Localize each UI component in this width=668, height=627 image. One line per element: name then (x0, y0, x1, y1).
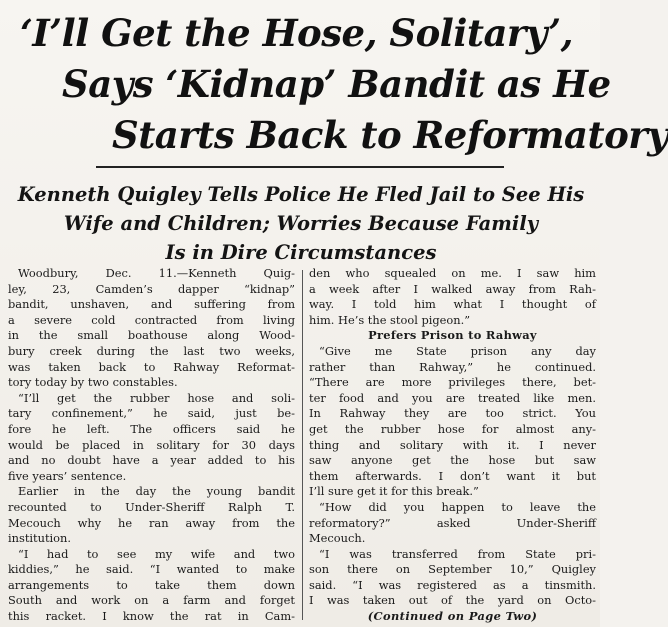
body-line: bury creek during the last two weeks, (8, 343, 295, 358)
article-column-left (8, 266, 295, 625)
body-line: “How did you happen to leave the (319, 499, 596, 514)
body-line: five years’ sentence. (8, 468, 127, 483)
continued-on-page-note: (Continued on Page Two) (367, 609, 538, 624)
body-line: “I’ll get the rubber hose and soli- (18, 390, 295, 405)
body-line: bandit, unshaven, and suffering from (8, 297, 295, 312)
body-line: “I was transferred from State pri- (319, 546, 596, 561)
column-divider (302, 270, 303, 620)
body-line: den who squealed on me. I saw him (309, 266, 596, 280)
body-line: way. I told him what I thought of (309, 297, 596, 312)
body-line: I’ll sure get it for this break.” (309, 484, 479, 499)
body-line: in the small boathouse along Wood- (8, 328, 295, 343)
deck-subheadline (6, 180, 596, 267)
article-body (8, 266, 596, 624)
body-line: South and work on a farm and forget (8, 593, 295, 608)
body-line: I was taken out of the yard on Octo- (309, 593, 596, 608)
body-line: Mecouch why he ran away from the (8, 515, 295, 530)
body-line: said. “I was registered as a tinsmith. (309, 577, 596, 592)
body-line: Earlier in the day the young bandit (18, 484, 295, 499)
body-line: a week after I walked away from Rah- (309, 281, 596, 296)
body-line: saw anyone get the hose but saw (309, 453, 596, 468)
body-line: would be placed in solitary for 30 days (8, 437, 295, 452)
headline (10, 8, 668, 161)
body-line: tary confinement,” he said, just be- (8, 406, 295, 421)
body-line: recounted to Under-Sheriff Ralph T. (8, 499, 295, 514)
headline-line-2: Says ‘Kidnap’ Bandit as He (62, 62, 611, 106)
deck-line-3: Is in Dire Circumstances (165, 241, 437, 264)
body-line: “I had to see my wife and two (18, 546, 295, 561)
headline-line-3: Starts Back to Reformatory (112, 113, 668, 157)
headline-rule (96, 166, 504, 168)
body-line: thing and solitary with it. I never (309, 437, 596, 452)
body-line: a severe cold contracted from living (8, 312, 295, 327)
body-line: get the rubber hose for almost any- (309, 421, 596, 436)
body-line: fore he left. The officers said he (8, 421, 295, 436)
deck-line-2: Wife and Children; Worries Because Family (63, 212, 539, 235)
headline-line-1: ‘I’ll Get the Hose, Solitary’, (20, 11, 574, 55)
body-line: and no doubt have a year added to his (8, 453, 295, 468)
body-line: Woodbury, Dec. 11.—Kenneth Quig- (18, 266, 295, 280)
body-line: ter food and you are treated like men. (309, 390, 596, 405)
body-line: “There are more privileges there, bet- (309, 375, 596, 390)
body-line: son there on September 10,” Quigley (309, 562, 596, 577)
body-line: him. He’s the stool pigeon.” (309, 312, 471, 327)
deck-line-1: Kenneth Quigley Tells Police He Fled Jail to See His (17, 183, 585, 206)
body-line: tory today by two constables. (8, 375, 178, 390)
body-line: this racket. I know the rat in Cam- (8, 609, 295, 624)
body-line: was taken back to Rahway Reformat- (8, 359, 295, 374)
body-line: In Rahway they are too strict. You (309, 406, 596, 421)
body-line: reformatory?” asked Under-Sheriff (309, 515, 596, 530)
article-column-right (309, 266, 596, 625)
body-line: ley, 23, Camden’s dapper “kidnap” (8, 281, 295, 296)
body-line: them afterwards. I don’t want it but (309, 468, 596, 483)
body-line: institution. (8, 531, 71, 546)
body-line: kiddies,” he said. “I wanted to make (8, 562, 295, 577)
body-line: arrangements to take them down (8, 577, 295, 592)
body-line: “Give me State prison any day (319, 343, 596, 358)
section-subhead: Prefers Prison to Rahway (368, 328, 537, 343)
body-line: Mecouch. (309, 531, 366, 546)
body-line: rather than Rahway,” he continued. (309, 359, 596, 374)
